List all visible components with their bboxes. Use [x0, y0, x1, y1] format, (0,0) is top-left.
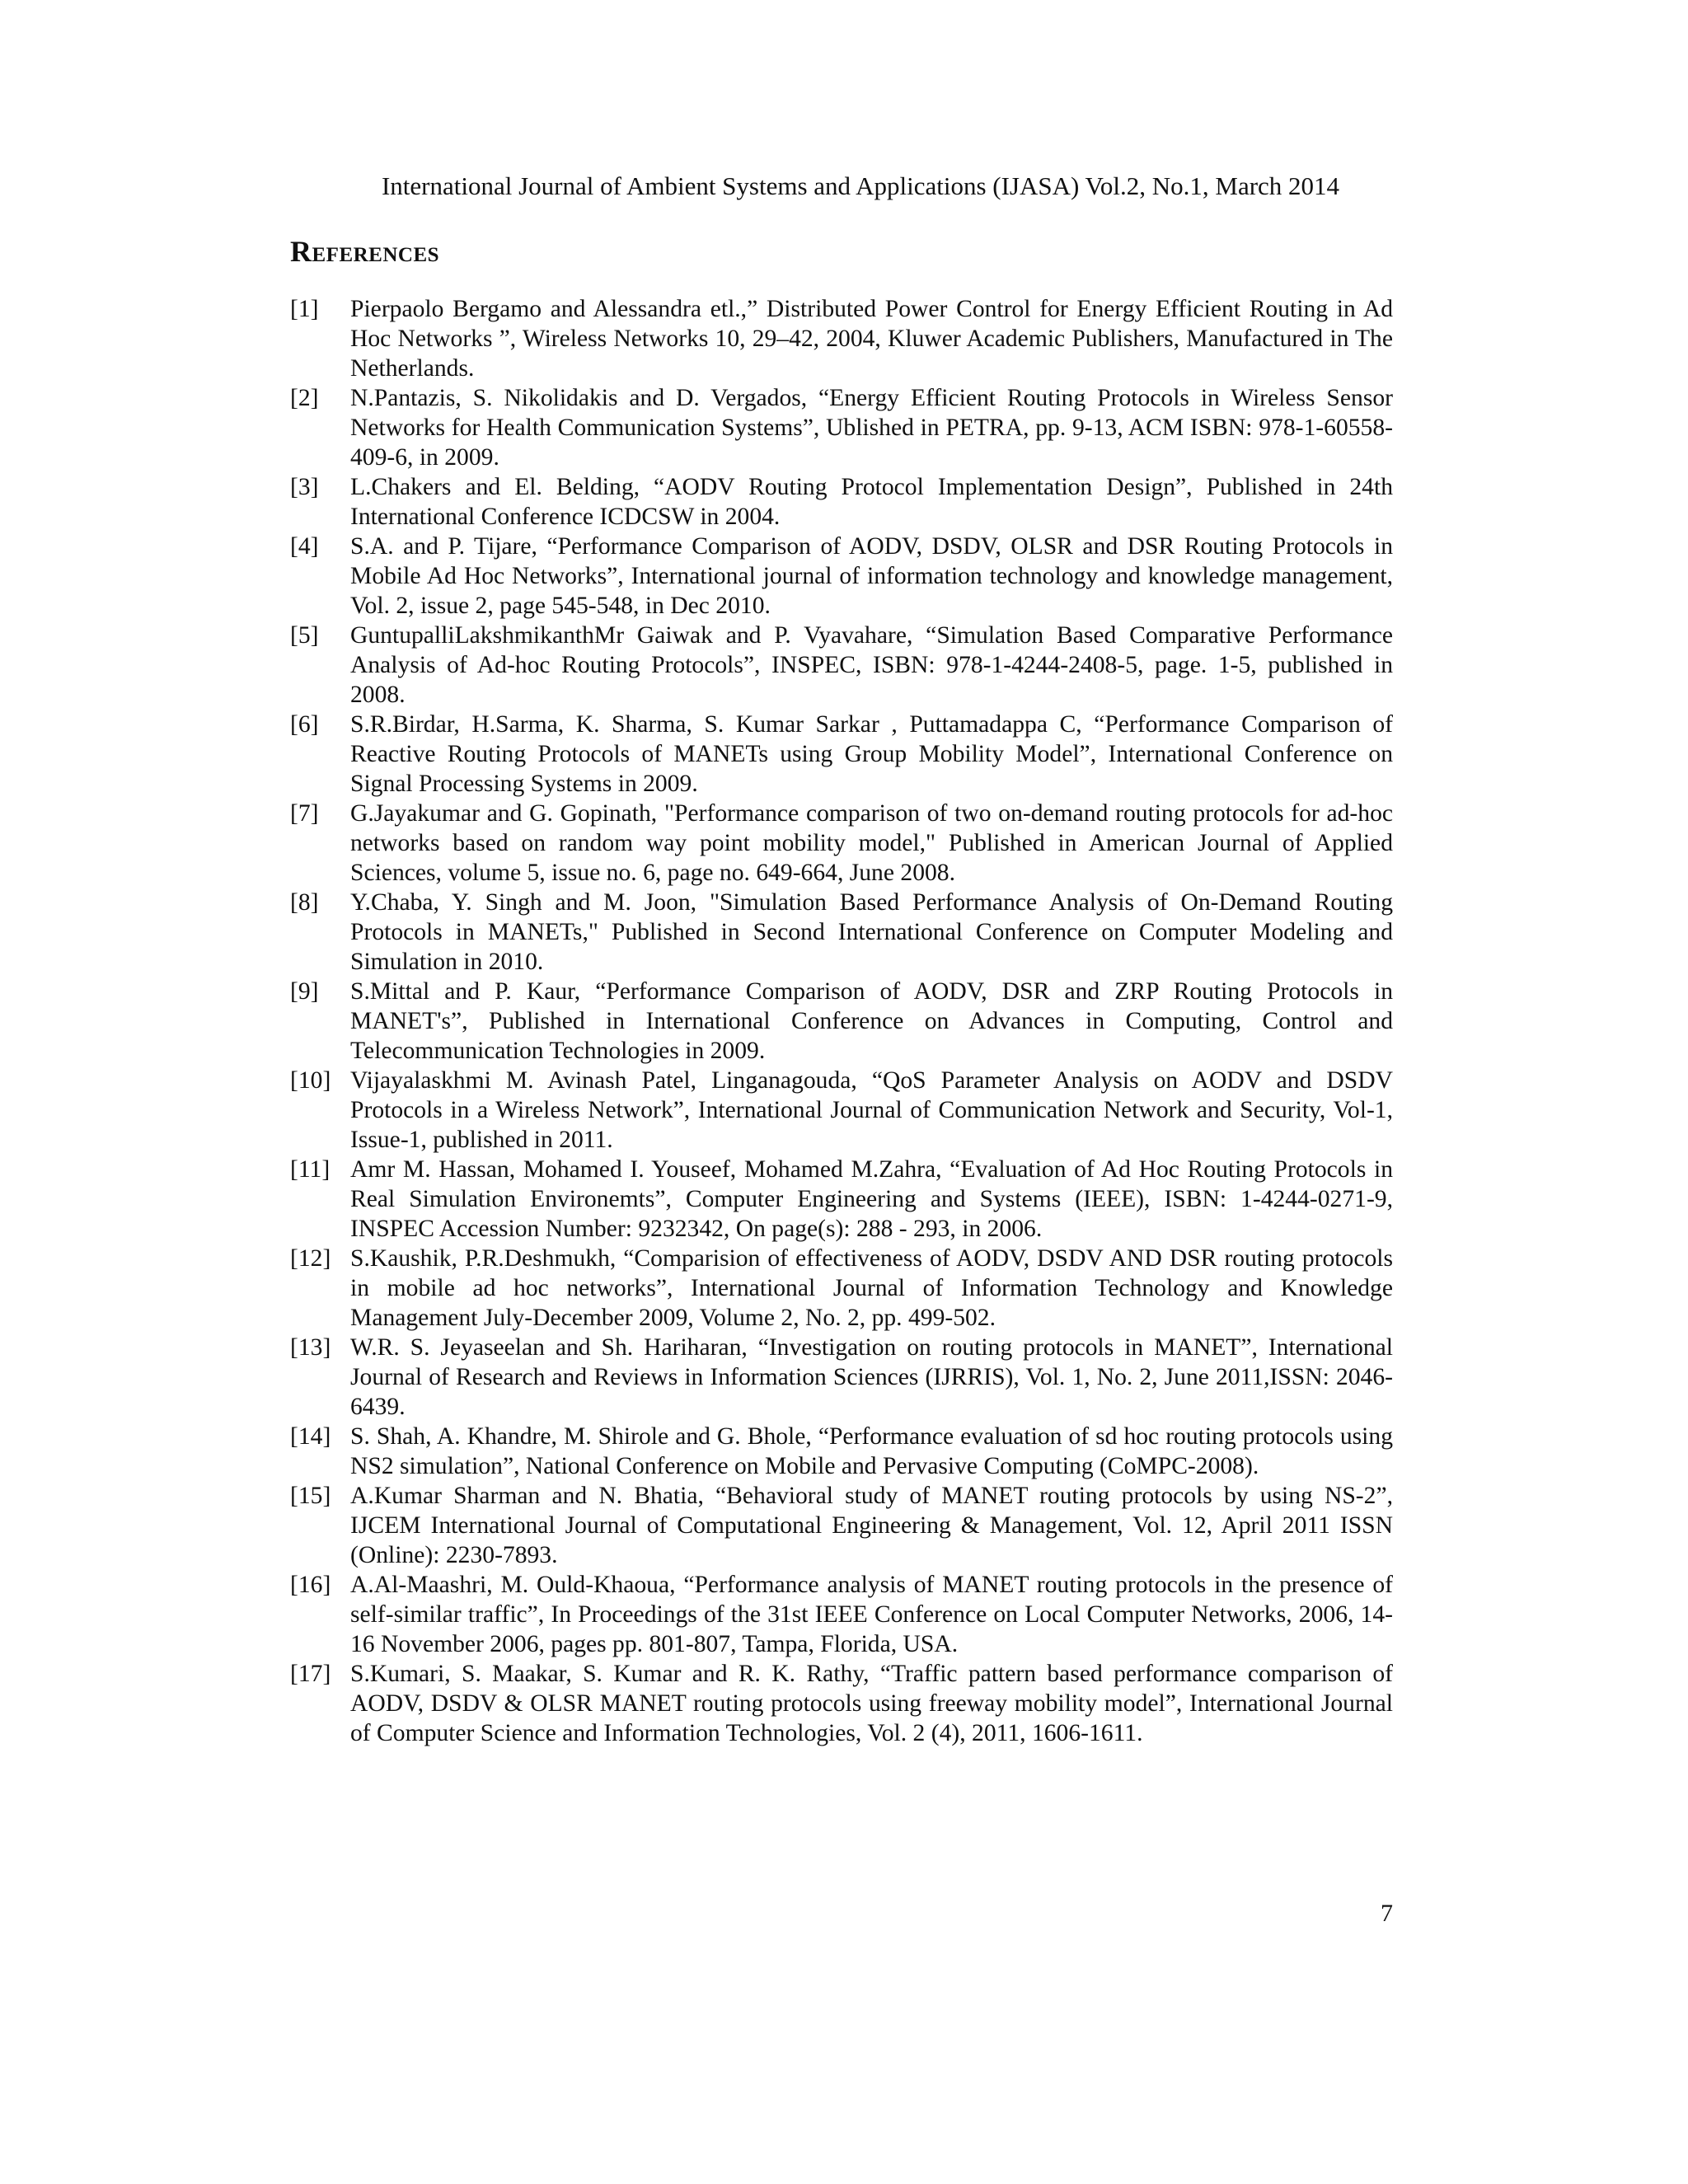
reference-number: [10] — [290, 1067, 331, 1094]
reference-number: [11] — [290, 1156, 331, 1183]
reference-number: [6] — [290, 711, 319, 738]
reference-text: S.Mittal and P. Kaur, “Performance Comparison of AODV, DSR and ZRP Routing Protocols in MANET's”, Published in International Conference on Advances in Computing, Control and Telecommunication Technologies in 2009. — [350, 978, 1393, 1064]
reference-number: [13] — [290, 1334, 331, 1361]
reference-item-14 — [290, 1422, 1393, 1481]
reference-number: [3] — [290, 474, 319, 500]
reference-text: L.Chakers and El. Belding, “AODV Routing Protocol Implementation Design”, Published in 24th International Conference ICDCSW in 2004. — [350, 474, 1393, 530]
reference-text: W.R. S. Jeyaseelan and Sh. Hariharan, “Investigation on routing protocols in MANET”, International Journal of Research and Reviews in Information Sciences (IJRRIS), Vol. 1, No. 2, June 2011,ISSN: 2046-6439. — [350, 1334, 1393, 1420]
reference-text: N.Pantazis, S. Nikolidakis and D. Vergados, “Energy Efficient Routing Protocols in Wireless Sensor Networks for Health Communication Systems”, Ublished in PETRA, pp. 9-13, ACM ISBN: 978-1-60558-409-6, in 2009. — [350, 385, 1393, 471]
reference-number: [15] — [290, 1483, 331, 1509]
reference-text: G.Jayakumar and G. Gopinath, "Performance comparison of two on-demand routing protocols for ad-hoc networks based on random way point mobility model," Published in American Journal of Applied Sciences, volume 5, issue no. 6, page no. 649-664, June 2008. — [350, 800, 1393, 886]
reference-number: [16] — [290, 1572, 331, 1598]
reference-number: [17] — [290, 1661, 331, 1687]
reference-text: Pierpaolo Bergamo and Alessandra etl.,” Distributed Power Control for Energy Efficient Routing in Ad Hoc Networks ”, Wireless Networks 10, 29–42, 2004, Kluwer Academic Publishers, Manufactured in The Netherlands. — [350, 296, 1393, 382]
reference-number: [9] — [290, 978, 319, 1005]
reference-item-12 — [290, 1244, 1393, 1333]
reference-text: Y.Chaba, Y. Singh and M. Joon, "Simulation Based Performance Analysis of On-Demand Routing Protocols in MANETs," Published in Second International Conference on Computer Modeling and Simulation in 2010. — [350, 889, 1393, 975]
reference-text: S.A. and P. Tijare, “Performance Comparison of AODV, DSDV, OLSR and DSR Routing Protocols in Mobile Ad Hoc Networks”, International journal of information technology and knowledge management, Vol. 2, issue 2, page 545-548, in Dec 2010. — [350, 533, 1393, 619]
reference-item-2 — [290, 383, 1393, 472]
reference-number: [2] — [290, 385, 319, 411]
reference-text: Vijayalaskhmi M. Avinash Patel, Linganagouda, “QoS Parameter Analysis on AODV and DSDV Protocols in a Wireless Network”, International Journal of Communication Network and Security, Vol-1, Issue-1, published in 2011. — [350, 1067, 1393, 1153]
reference-list — [290, 294, 1393, 1748]
reference-text: S. Shah, A. Khandre, M. Shirole and G. Bhole, “Performance evaluation of sd hoc routing protocols using NS2 simulation”, National Conference on Mobile and Pervasive Computing (CoMPC-2008). — [350, 1423, 1393, 1479]
reference-number: [8] — [290, 889, 319, 916]
reference-item-11 — [290, 1155, 1393, 1244]
reference-item-1 — [290, 294, 1393, 383]
reference-number: [12] — [290, 1245, 331, 1272]
reference-text: GuntupalliLakshmikanthMr Gaiwak and P. Vyavahare, “Simulation Based Comparative Performance Analysis of Ad-hoc Routing Protocols”, INSPEC, ISBN: 978-1-4244-2408-5, page. 1-5, published in 2008. — [350, 622, 1393, 708]
section-title: References — [290, 235, 440, 268]
reference-item-7 — [290, 799, 1393, 888]
reference-item-15 — [290, 1481, 1393, 1570]
reference-number: [14] — [290, 1423, 331, 1450]
reference-text: S.R.Birdar, H.Sarma, K. Sharma, S. Kumar Sarkar , Puttamadappa C, “Performance Comparison of Reactive Routing Protocols of MANETs using Group Mobility Model”, International Conference on Signal Processing Systems in 2009. — [350, 711, 1393, 797]
reference-number: [1] — [290, 296, 319, 322]
reference-text: S.Kaushik, P.R.Deshmukh, “Comparision of effectiveness of AODV, DSDV AND DSR routing protocols in mobile ad hoc networks”, International Journal of Information Technology and Knowledge Management July-December 2009, Volume 2, No. 2, pp. 499-502. — [350, 1245, 1393, 1331]
reference-number: [7] — [290, 800, 319, 827]
reference-item-3 — [290, 472, 1393, 532]
reference-text: A.Al-Maashri, M. Ould-Khaoua, “Performance analysis of MANET routing protocols in the presence of self-similar traffic”, In Proceedings of the 31st IEEE Conference on Local Computer Networks, 2006, 14-16 November 2006, pages pp. 801-807, Tampa, Florida, USA. — [350, 1572, 1393, 1657]
page-number: 7 — [1381, 1900, 1393, 1927]
reference-item-5 — [290, 621, 1393, 710]
reference-item-13 — [290, 1333, 1393, 1422]
running-header: International Journal of Ambient Systems and Applications (IJASA) Vol.2, No.1, March 2014 — [381, 171, 1340, 200]
reference-text: S.Kumari, S. Maakar, S. Kumar and R. K. Rathy, “Traffic pattern based performance comparison of AODV, DSDV & OLSR MANET routing protocols using freeway mobility model”, International Journal of Computer Science and Information Technologies, Vol. 2 (4), 2011, 1606-1611. — [350, 1661, 1393, 1746]
reference-text: A.Kumar Sharman and N. Bhatia, “Behavioral study of MANET routing protocols by using NS-2”, IJCEM International Journal of Computational Engineering & Management, Vol. 12, April 2011 ISSN (Online): 2230-7893. — [350, 1483, 1393, 1568]
reference-item-4 — [290, 532, 1393, 621]
reference-number: [4] — [290, 533, 319, 560]
reference-item-9 — [290, 977, 1393, 1066]
reference-item-17 — [290, 1659, 1393, 1748]
reference-item-8 — [290, 888, 1393, 977]
reference-item-16 — [290, 1570, 1393, 1659]
reference-number: [5] — [290, 622, 319, 649]
reference-item-10 — [290, 1066, 1393, 1155]
reference-item-6 — [290, 710, 1393, 799]
reference-text: Amr M. Hassan, Mohamed I. Youseef, Mohamed M.Zahra, “Evaluation of Ad Hoc Routing Protocols in Real Simulation Environemts”, Computer Engineering and Systems (IEEE), ISBN: 1-4244-0271-9, INSPEC Accession Number: 9232342, On page(s): 288 - 293, in 2006. — [350, 1156, 1393, 1242]
